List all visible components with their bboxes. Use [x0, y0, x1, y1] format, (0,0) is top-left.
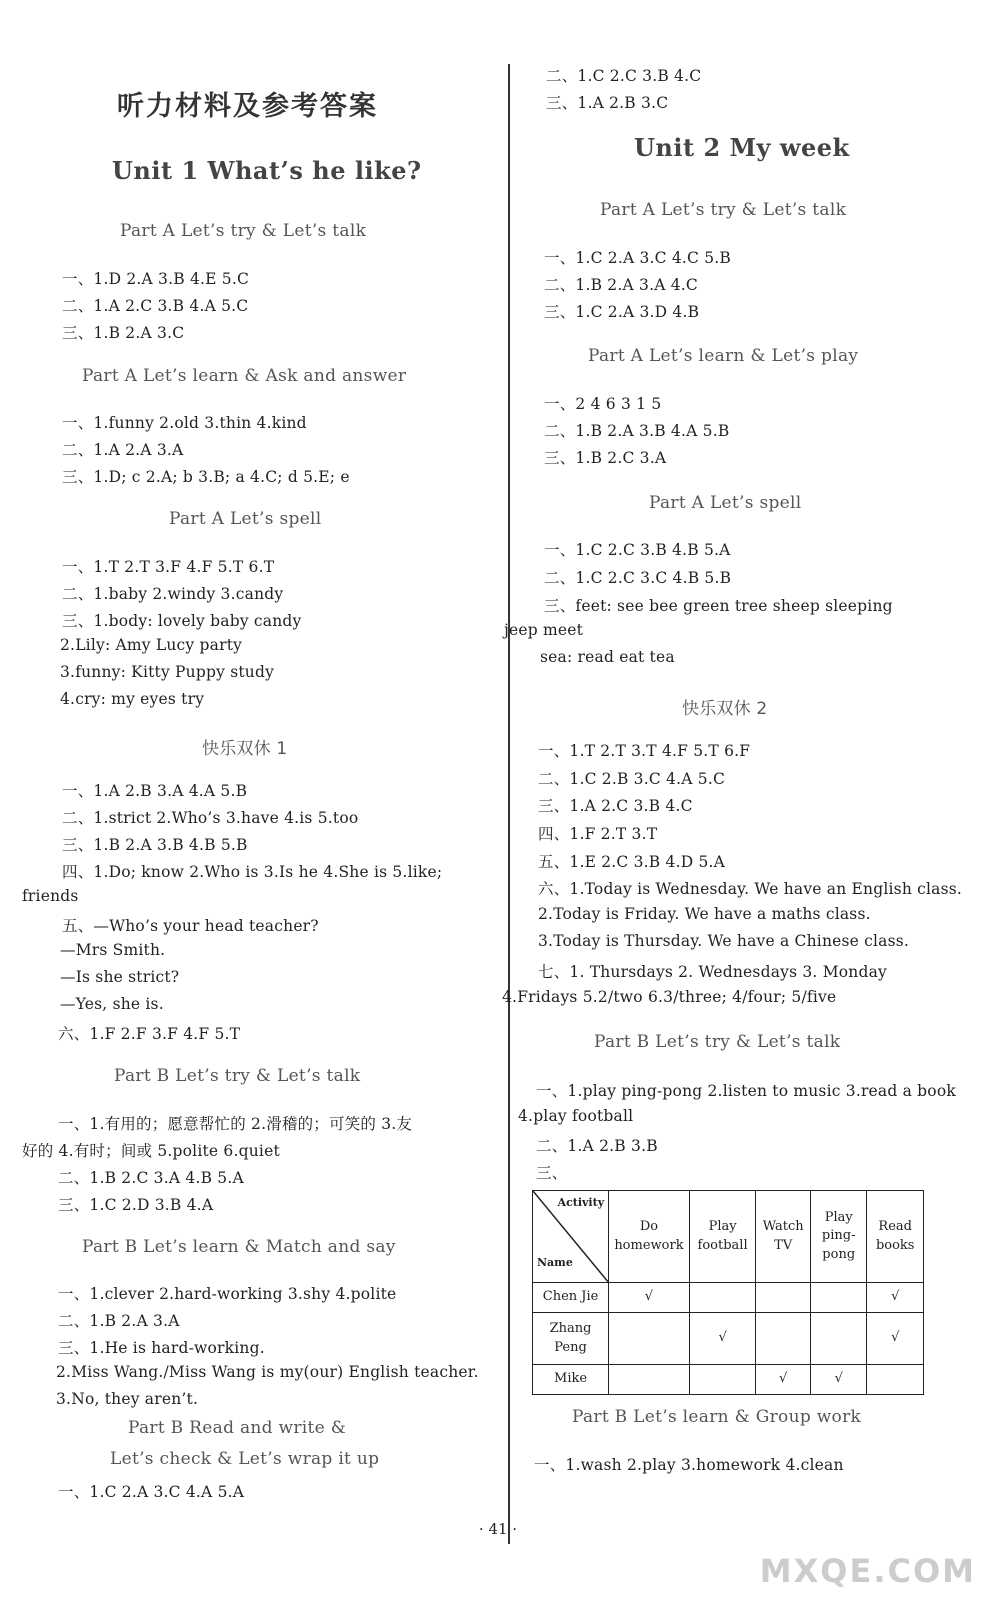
- mark-cell: [609, 1365, 690, 1395]
- mark-cell: [609, 1313, 690, 1365]
- section-heading: Part B Let’s learn & Match and say: [82, 1237, 396, 1257]
- mark-cell: [811, 1283, 867, 1313]
- table-header-row: [533, 1191, 924, 1283]
- answer-line: 四、1.Do; know 2.Who is 3.Is he 4.She is 5.like;: [62, 863, 443, 881]
- answer-line: 二、1.C 2.C 3.B 4.C: [546, 67, 702, 85]
- answer-line: 三、1.B 2.A 3.B 4.B 5.B: [62, 836, 248, 854]
- answer-line: 一、1.C 2.A 3.C 4.C 5.B: [544, 249, 732, 267]
- answer-line: —Is she strict?: [60, 968, 180, 986]
- answer-line: 4.cry: my eyes try: [60, 690, 205, 708]
- answer-line: 三、1.body: lovely baby candy: [62, 612, 302, 630]
- answer-line: 二、1.A 2.C 3.B 4.A 5.C: [62, 297, 249, 315]
- mark-cell: √: [867, 1313, 924, 1365]
- mark-cell: √: [811, 1365, 867, 1395]
- column-header: Play ping- pong: [811, 1191, 867, 1283]
- answer-line: 3.funny: Kitty Puppy study: [60, 663, 275, 681]
- mark-cell: [811, 1313, 867, 1365]
- section-heading-cont: Let’s check & Let’s wrap it up: [110, 1449, 380, 1469]
- section-heading: Part A Let’s learn & Let’s play: [588, 346, 859, 366]
- section-heading: Part A Let’s try & Let’s talk: [600, 200, 847, 220]
- column-header: Read books: [867, 1191, 924, 1283]
- answer-line: 一、1.T 2.T 3.T 4.F 5.T 6.F: [538, 742, 751, 760]
- section-heading: Part B Read and write &: [128, 1418, 347, 1438]
- mark-cell: √: [756, 1365, 811, 1395]
- page-title: 听力材料及参考答案: [117, 91, 378, 122]
- answer-line: 2.Today is Friday. We have a maths class.: [538, 905, 871, 923]
- answer-line: 二、1.baby 2.windy 3.candy: [62, 585, 284, 603]
- mark-cell: √: [689, 1313, 756, 1365]
- answer-line: friends: [22, 887, 79, 905]
- answer-line: 二、1.B 2.A 3.A 4.C: [544, 276, 698, 294]
- answer-line: 一、1.clever 2.hard-working 3.shy 4.polite: [58, 1285, 397, 1303]
- section-heading: 快乐双休 1: [202, 739, 288, 759]
- answer-line: 一、1.D 2.A 3.B 4.E 5.C: [62, 270, 250, 288]
- answer-line: 七、1. Thursdays 2. Wednesdays 3. Monday: [538, 963, 887, 981]
- answer-line: 三、1.A 2.C 3.B 4.C: [538, 797, 693, 815]
- table-row: [533, 1365, 924, 1395]
- answer-line: 二、1.B 2.A 3.A: [58, 1312, 180, 1330]
- answer-line: 二、1.A 2.B 3.B: [536, 1137, 658, 1155]
- answer-line: 一、2 4 6 3 1 5: [544, 395, 662, 413]
- section-heading: Part A Let’s spell: [649, 493, 802, 513]
- column-divider: [508, 64, 510, 1544]
- answer-line: 六、1.Today is Wednesday. We have an English class.: [538, 880, 963, 898]
- corner-label-name: Name: [537, 1255, 573, 1269]
- answer-line: —Mrs Smith.: [60, 941, 166, 959]
- row-name-cell: Zhang Peng: [533, 1313, 609, 1365]
- answer-line: 3.No, they aren’t.: [56, 1390, 199, 1408]
- mark-cell: [756, 1283, 811, 1313]
- table-row: [533, 1313, 924, 1365]
- section-heading: Part A Let’s spell: [169, 509, 322, 529]
- answer-line: 二、1.C 2.B 3.C 4.A 5.C: [538, 770, 726, 788]
- section-heading: 快乐双休 2: [682, 699, 768, 719]
- answer-line: 三、1.D; c 2.A; b 3.B; a 4.C; d 5.E; e: [62, 468, 350, 486]
- answer-line: 二、1.B 2.A 3.B 4.A 5.B: [544, 422, 730, 440]
- answer-line: 2.Miss Wang./Miss Wang is my(our) English teacher.: [56, 1363, 479, 1381]
- answer-line: 二、1.A 2.A 3.A: [62, 441, 184, 459]
- answer-line: jeep meet: [504, 621, 584, 639]
- answer-line: —Yes, she is.: [60, 995, 164, 1013]
- answer-line: 三、feet: see bee green tree sheep sleeping: [544, 597, 893, 615]
- section-heading: Part A Let’s learn & Ask and answer: [82, 366, 407, 386]
- column-header: Play football: [689, 1191, 756, 1283]
- mark-cell: [867, 1365, 924, 1395]
- mark-cell: √: [609, 1283, 690, 1313]
- watermark: MXQE.COM: [759, 1552, 976, 1590]
- answer-line: 4.Fridays 5.2/two 6.3/three; 4/four; 5/five: [502, 988, 837, 1006]
- section-heading: Part A Let’s try & Let’s talk: [120, 221, 367, 241]
- answer-line: 四、1.F 2.T 3.T: [538, 825, 658, 843]
- unit2-title: Unit 2 My week: [634, 133, 850, 162]
- corner-label-activity: Activity: [557, 1196, 605, 1209]
- answer-line: 三、1.B 2.A 3.C: [62, 324, 185, 342]
- section-heading: Part B Let’s learn & Group work: [572, 1407, 862, 1427]
- section-heading: Part B Let’s try & Let’s talk: [594, 1032, 841, 1052]
- answer-line: 二、1.strict 2.Who’s 3.have 4.is 5.too: [62, 809, 359, 827]
- answer-line: 三、1.C 2.D 3.B 4.A: [58, 1196, 214, 1214]
- answer-line: 三、1.B 2.C 3.A: [544, 449, 667, 467]
- answer-line: 六、1.F 2.F 3.F 4.F 5.T: [58, 1025, 241, 1043]
- answer-line: 2.Lily: Amy Lucy party: [60, 636, 243, 654]
- mark-cell: [689, 1365, 756, 1395]
- answer-line: 二、1.C 2.C 3.C 4.B 5.B: [544, 569, 732, 587]
- answer-line: sea: read eat tea: [540, 648, 675, 666]
- row-name-cell: Mike: [533, 1365, 609, 1395]
- column-header: Do homework: [609, 1191, 690, 1283]
- table-row: [533, 1283, 924, 1313]
- row-name-cell: Chen Jie: [533, 1283, 609, 1313]
- answer-line: 一、1.C 2.C 3.B 4.B 5.A: [544, 541, 731, 559]
- answer-line: 五、1.E 2.C 3.B 4.D 5.A: [538, 853, 726, 871]
- answer-line: 一、1.C 2.A 3.C 4.A 5.A: [58, 1483, 245, 1501]
- answer-line: 3.Today is Thursday. We have a Chinese class.: [538, 932, 910, 950]
- answer-line: 三、1.C 2.A 3.D 4.B: [544, 303, 700, 321]
- answer-line: 一、1.funny 2.old 3.thin 4.kind: [62, 414, 307, 432]
- column-header: Watch TV: [756, 1191, 811, 1283]
- answer-line: 好的 4.有时；间或 5.polite 6.quiet: [22, 1142, 280, 1160]
- answer-line: 一、1.wash 2.play 3.homework 4.clean: [534, 1456, 844, 1474]
- mark-cell: √: [867, 1283, 924, 1313]
- mark-cell: [689, 1283, 756, 1313]
- page-number: · 41 ·: [478, 1520, 518, 1538]
- answer-line: 一、1.play ping-pong 2.listen to music 3.read a book: [536, 1082, 956, 1100]
- answer-line: 三、: [536, 1164, 568, 1182]
- answer-line: 三、1.He is hard-working.: [58, 1339, 265, 1357]
- answer-line: 一、1.有用的；愿意帮忙的 2.滑稽的；可笑的 3.友: [58, 1115, 413, 1133]
- answer-line: 一、1.A 2.B 3.A 4.A 5.B: [62, 782, 248, 800]
- section-heading: Part B Let’s try & Let’s talk: [114, 1066, 361, 1086]
- answer-line: 4.play football: [518, 1107, 634, 1125]
- mark-cell: [756, 1313, 811, 1365]
- answer-line: 五、—Who’s your head teacher?: [62, 917, 319, 935]
- unit1-title: Unit 1 What’s he like?: [112, 156, 422, 185]
- answer-line: 二、1.B 2.C 3.A 4.B 5.A: [58, 1169, 244, 1187]
- answer-line: 一、1.T 2.T 3.F 4.F 5.T 6.T: [62, 558, 275, 576]
- activity-table: [532, 1190, 924, 1395]
- answer-line: 三、1.A 2.B 3.C: [546, 94, 669, 112]
- table-corner-cell: [533, 1191, 609, 1283]
